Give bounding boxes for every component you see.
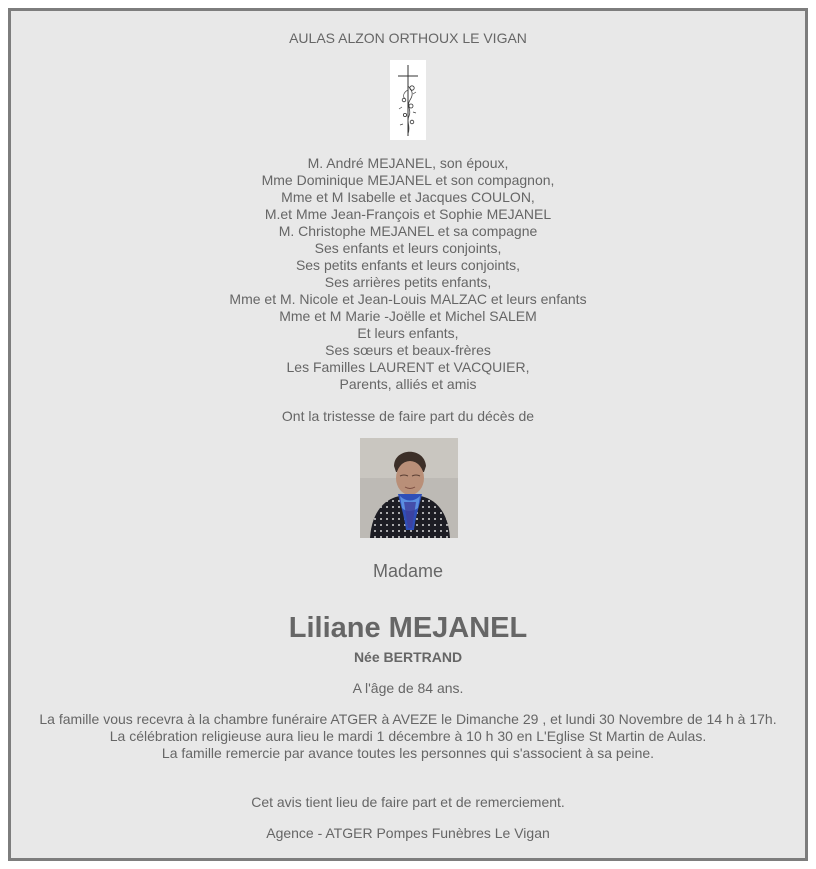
family-line: Et leurs enfants, xyxy=(357,325,459,341)
villages-header: AULAS ALZON ORTHOUX LE VIGAN xyxy=(289,30,527,46)
announcement-intro: Ont la tristesse de faire part du décès de xyxy=(281,408,535,424)
family-line: M. André MEJANEL, son époux, xyxy=(307,155,509,171)
family-line: Parents, alliés et amis xyxy=(339,376,477,392)
family-line: Ses sœurs et beaux-frères xyxy=(325,342,491,358)
ceremony-details xyxy=(36,711,780,762)
closing-note: Cet avis tient lieu de faire part et de remerciement. xyxy=(251,794,565,810)
family-line: Mme et M Isabelle et Jacques COULON, xyxy=(281,189,535,205)
obituary-notice xyxy=(8,8,808,861)
family-line: Les Familles LAURENT et VACQUIER, xyxy=(286,359,530,375)
honorific-title: Madame xyxy=(372,561,444,581)
deceased-portrait-photo xyxy=(360,438,458,538)
family-line: Ses enfants et leurs conjoints, xyxy=(314,240,502,256)
maiden-name: Née BERTRAND xyxy=(353,649,463,665)
age-at-death: A l'âge de 84 ans. xyxy=(352,680,464,696)
family-line: Mme et M. Nicole et Jean-Louis MALZAC et leurs enfants xyxy=(229,291,587,307)
funeral-agency: Agence - ATGER Pompes Funèbres Le Vigan xyxy=(266,825,550,841)
family-line: M. Christophe MEJANEL et sa compagne xyxy=(278,223,538,239)
family-line: Ses petits enfants et leurs conjoints, xyxy=(295,257,521,273)
family-line: Ses arrières petits enfants, xyxy=(324,274,492,290)
family-line: M.et Mme Jean-François et Sophie MEJANEL xyxy=(264,206,552,222)
deceased-name: Liliane MEJANEL xyxy=(288,612,528,644)
cross-with-flowers-icon xyxy=(390,60,426,140)
detail-line: La célébration religieuse aura lieu le mardi 1 décembre à 10 h 30 en L'Eglise St Martin de Aulas. xyxy=(109,728,707,744)
family-line: Mme et M Marie -Joëlle et Michel SALEM xyxy=(279,308,537,324)
family-list xyxy=(11,155,805,393)
detail-line: La famille vous recevra à la chambre funéraire ATGER à AVEZE le Dimanche 29 , et lundi 30 Novembre de 14 h à 17h. xyxy=(39,711,777,727)
family-line: Mme Dominique MEJANEL et son compagnon, xyxy=(261,172,555,188)
detail-line: La famille remercie par avance toutes les personnes qui s'associent à sa peine. xyxy=(161,745,655,761)
